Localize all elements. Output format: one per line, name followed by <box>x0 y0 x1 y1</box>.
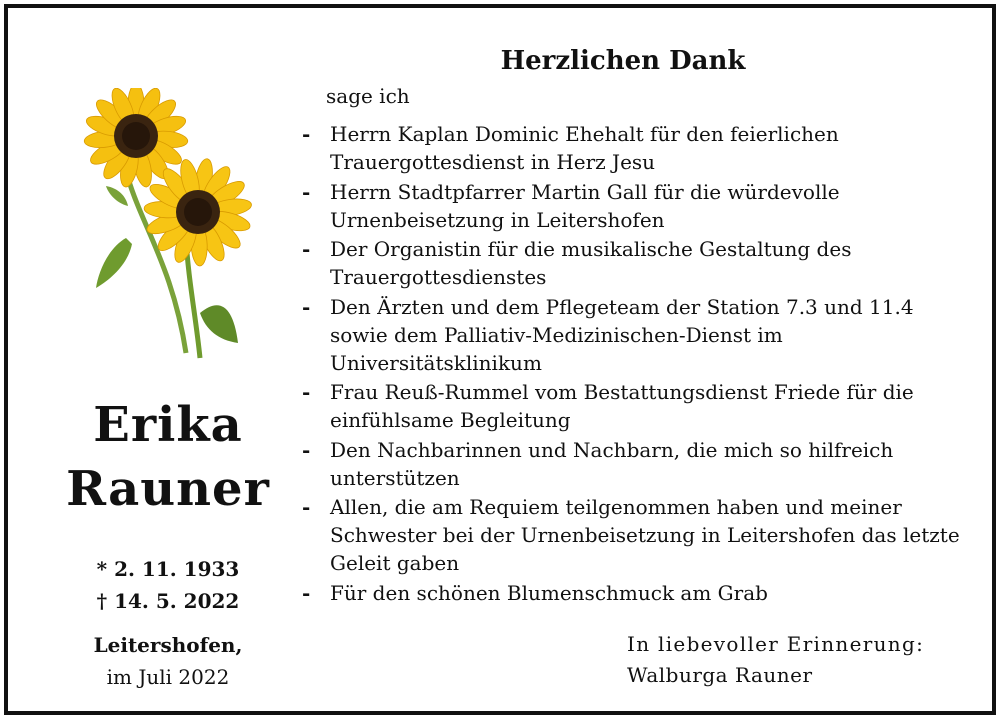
bullet-dash: - <box>302 294 311 319</box>
list-item <box>302 235 972 291</box>
closing-line: In liebevoller Erinnerung: <box>627 632 925 656</box>
list-item <box>302 378 972 434</box>
list-item-text: Allen, die am Requiem teilgenommen haben und meiner Schwester bei der Urnenbeisetzung in Leitershofen das letzte Geleit gaben <box>330 495 960 575</box>
bullet-dash: - <box>302 380 311 404</box>
list-item <box>302 493 972 577</box>
place-date: im Juli 2022 <box>106 665 230 689</box>
sunflower-image <box>68 88 268 368</box>
list-item-text: Den Nachbarinnen und Nachbarn, die mich so hilfreich unterstützen <box>330 437 894 490</box>
list-item <box>302 579 972 607</box>
list-item <box>302 436 972 492</box>
thanks-intro: sage ich <box>326 84 410 108</box>
thanks-list <box>302 120 972 608</box>
deceased-last-name: Rauner <box>66 461 270 517</box>
thanks-heading: Herzlichen Dank <box>500 46 746 76</box>
list-item <box>302 120 972 176</box>
list-item-text: Herrn Stadtpfarrer Martin Gall für die würdevolle Urnenbeisetzung in Leitershofen <box>330 179 840 232</box>
obituary-frame <box>4 4 996 715</box>
list-item-text: Für den schönen Blumenschmuck am Grab <box>330 580 768 605</box>
bullet-dash: - <box>302 437 311 462</box>
list-item-text: Frau Reuß-Rummel vom Bestattungsdienst Friede für die einfühlsame Begleitung <box>330 380 914 432</box>
birth-date: * 2. 11. 1933 <box>96 557 240 581</box>
list-item-text: Den Ärzten und dem Pflegeteam der Station 7.3 und 11.4 sowie dem Palliativ-Medizinischen-Dienst im Universitätsklinikum <box>330 294 914 375</box>
list-item <box>302 293 972 377</box>
bullet-dash: - <box>302 122 311 146</box>
signer-name: Walburga Rauner <box>627 663 813 687</box>
deceased-first-name: Erika <box>93 397 243 453</box>
list-item-text: Herrn Kaplan Dominic Ehehalt für den feierlichen Trauergottesdienst in Herz Jesu <box>330 122 839 174</box>
place-name: Leitershofen, <box>93 633 243 657</box>
list-item-text: Der Organistin für die musikalische Gestaltung des Trauergottesdienstes <box>330 237 852 289</box>
bullet-dash: - <box>302 580 311 605</box>
bullet-dash: - <box>302 495 311 519</box>
death-date: † 14. 5. 2022 <box>96 589 240 613</box>
bullet-dash: - <box>302 179 311 204</box>
bullet-dash: - <box>302 237 311 261</box>
list-item <box>302 178 972 234</box>
